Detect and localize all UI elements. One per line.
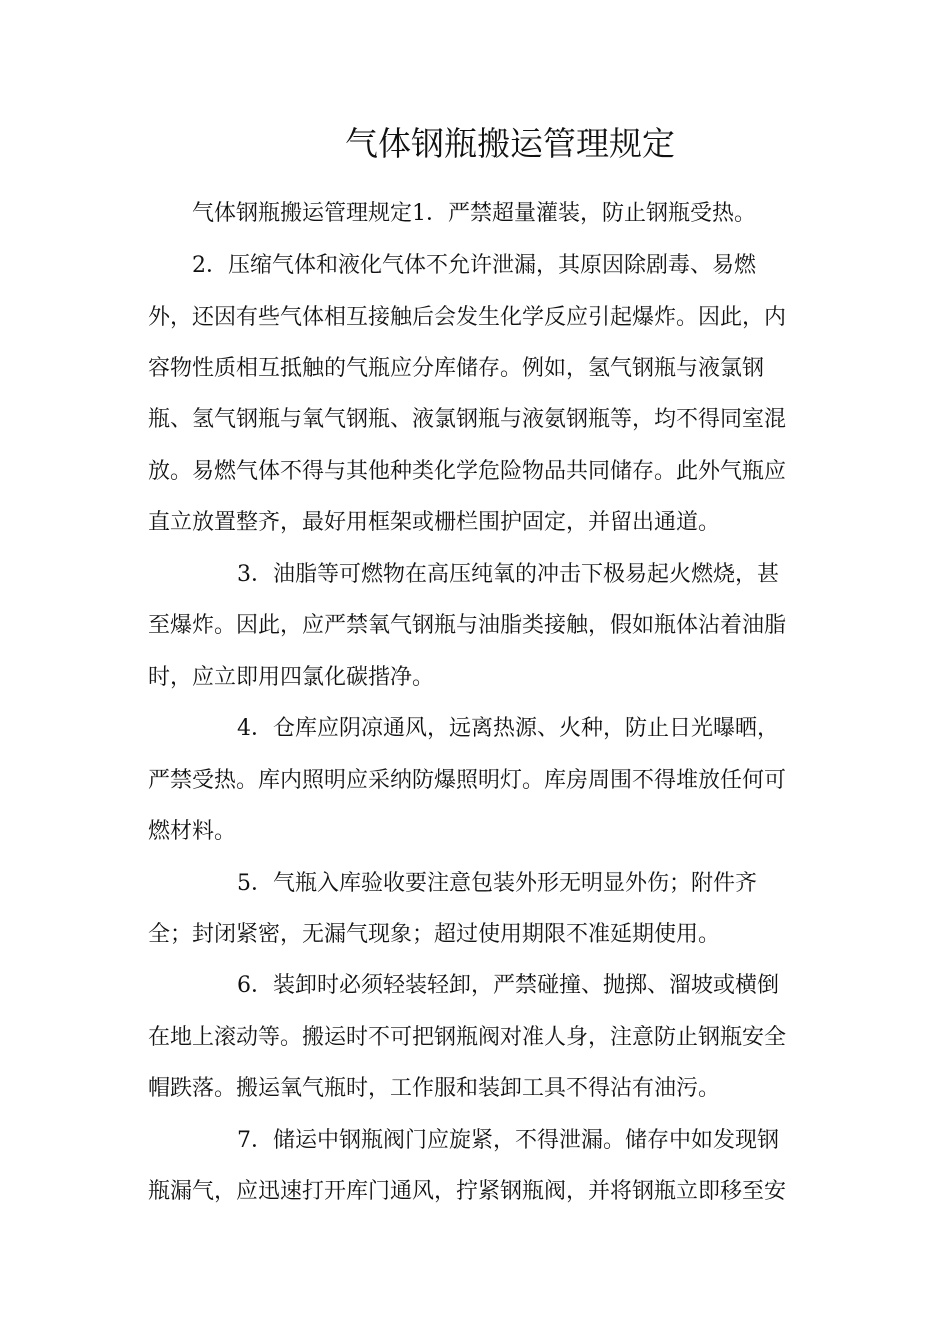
paragraph-4-line-3: 燃材料。	[148, 819, 237, 844]
paragraph-3-line-1: 3．油脂等可燃物在高压纯氧的冲击下极易起火燃烧，甚	[237, 562, 779, 587]
paragraph-7-line-2: 瓶漏气，应迅速打开库门通风，拧紧钢瓶阀，并将钢瓶立即移至安	[148, 1179, 787, 1204]
document-title: 气体钢瓶搬运管理规定	[345, 124, 675, 163]
paragraph-2-line-4: 瓶、氢气钢瓶与氧气钢瓶、液氯钢瓶与液氨钢瓶等，均不得同室混	[148, 407, 787, 432]
paragraph-2-line-6: 直立放置整齐，最好用框架或栅栏围护固定，并留出通道。	[148, 510, 721, 535]
paragraph-2-line-5: 放。易燃气体不得与其他种类化学危险物品共同储存。此外气瓶应	[148, 459, 787, 484]
paragraph-2-line-1: 2．压缩气体和液化气体不允许泄漏，其原因除剧毒、易燃	[192, 253, 756, 278]
paragraph-2-line-2: 外，还因有些气体相互接触后会发生化学反应引起爆炸。因此，内	[148, 305, 787, 330]
paragraph-6-line-2: 在地上滚动等。搬运时不可把钢瓶阀对准人身，注意防止钢瓶安全	[148, 1025, 787, 1050]
paragraph-3-line-3: 时，应立即用四氯化碳揩净。	[148, 665, 435, 690]
paragraph-5-line-2: 全；封闭紧密，无漏气现象；超过使用期限不准延期使用。	[148, 922, 721, 947]
paragraph-2-line-3: 容物性质相互抵触的气瓶应分库储存。例如，氢气钢瓶与液氯钢	[148, 356, 765, 381]
paragraph-6-line-3: 帽跌落。搬运氧气瓶时，工作服和装卸工具不得沾有油污。	[148, 1076, 721, 1101]
paragraph-4-line-2: 严禁受热。库内照明应采纳防爆照明灯。库房周围不得堆放任何可	[148, 768, 787, 793]
paragraph-7-line-1: 7．储运中钢瓶阀门应旋紧，不得泄漏。储存中如发现钢	[237, 1128, 779, 1153]
paragraph-3-line-2: 至爆炸。因此，应严禁氧气钢瓶与油脂类接触，假如瓶体沾着油脂	[148, 613, 787, 638]
paragraph-5-line-1: 5．气瓶入库验收要注意包装外形无明显外伤；附件齐	[237, 871, 757, 896]
paragraph-1-line-1: 气体钢瓶搬运管理规定1．严禁超量灌装，防止钢瓶受热。	[192, 201, 756, 226]
paragraph-4-line-1: 4．仓库应阴凉通风，远离热源、火种，防止日光曝晒，	[237, 716, 779, 741]
paragraph-6-line-1: 6．装卸时必须轻装轻卸，严禁碰撞、抛掷、溜坡或横倒	[237, 973, 779, 998]
